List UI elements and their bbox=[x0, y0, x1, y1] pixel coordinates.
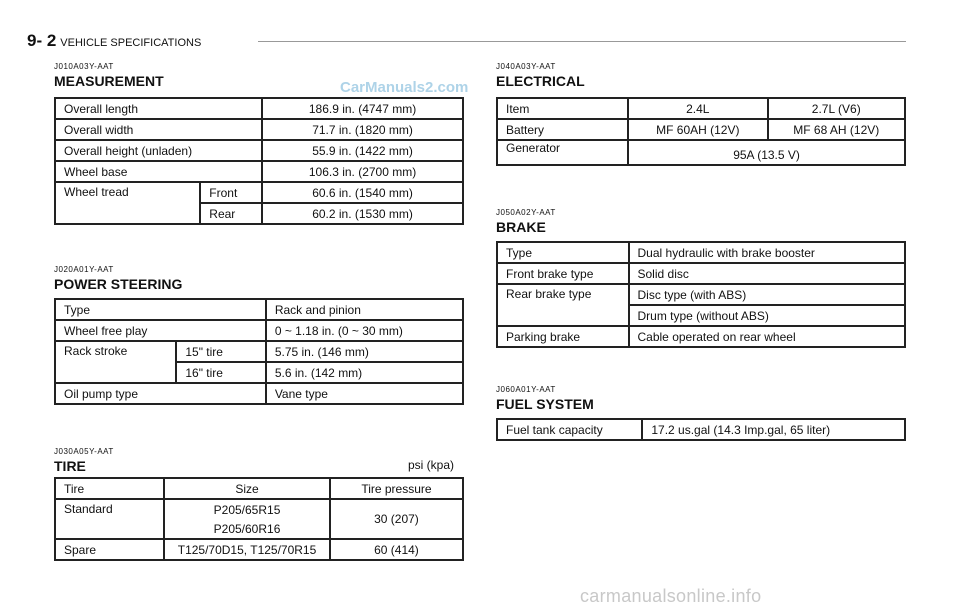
watermark: CarManuals2.com bbox=[340, 79, 469, 96]
table-row bbox=[497, 326, 905, 347]
row-value: 55.9 in. (1422 mm) bbox=[262, 140, 463, 161]
row-value: Disc type (with ABS) bbox=[629, 284, 906, 305]
section-title: VEHICLE SPECIFICATIONS bbox=[60, 37, 202, 49]
row-value: 5.6 in. (142 mm) bbox=[266, 362, 463, 383]
steering-title: POWER STEERING bbox=[54, 276, 183, 292]
table-row bbox=[497, 419, 905, 440]
row-label: Standard bbox=[55, 499, 164, 539]
tire-unit: psi (kpa) bbox=[408, 458, 455, 472]
row-label: Front brake type bbox=[497, 263, 629, 284]
row-value: P205/60R16 bbox=[164, 519, 330, 539]
table-row bbox=[55, 140, 463, 161]
table-row bbox=[55, 119, 463, 140]
row-label: Generator bbox=[497, 140, 628, 165]
row-label: Rear brake type bbox=[497, 284, 629, 326]
tire-table bbox=[54, 477, 464, 561]
table-row bbox=[55, 161, 463, 182]
brake-title: BRAKE bbox=[496, 219, 546, 235]
row-value: 5.75 in. (146 mm) bbox=[266, 341, 463, 362]
row-value: 106.3 in. (2700 mm) bbox=[262, 161, 463, 182]
row-label: Spare bbox=[55, 539, 164, 560]
electrical-table bbox=[496, 97, 906, 166]
fuel-table bbox=[496, 418, 906, 441]
row-label: Wheel tread bbox=[55, 182, 200, 224]
row-value: 60.6 in. (1540 mm) bbox=[262, 182, 463, 203]
row-label: Overall width bbox=[55, 119, 262, 140]
row-value: 60 (414) bbox=[330, 539, 463, 560]
table-row bbox=[497, 284, 905, 305]
row-value: Drum type (without ABS) bbox=[629, 305, 906, 326]
row-sublabel: Rear bbox=[200, 203, 262, 224]
row-value: MF 68 AH (12V) bbox=[768, 119, 906, 140]
steering-code: J020A01Y-AAT bbox=[54, 265, 114, 274]
header-tire: Tire bbox=[55, 478, 164, 499]
table-row bbox=[55, 478, 463, 499]
row-value: 2.4L bbox=[628, 98, 767, 119]
row-label: Fuel tank capacity bbox=[497, 419, 642, 440]
fuel-code: J060A01Y-AAT bbox=[496, 385, 556, 394]
table-row bbox=[55, 98, 463, 119]
row-label: Parking brake bbox=[497, 326, 629, 347]
row-label: Overall length bbox=[55, 98, 262, 119]
row-value: Cable operated on rear wheel bbox=[629, 326, 906, 347]
page-number: 9- 2 bbox=[27, 31, 57, 50]
row-value: 2.7L (V6) bbox=[768, 98, 906, 119]
table-row bbox=[55, 299, 463, 320]
row-sublabel: Front bbox=[200, 182, 262, 203]
row-label: Item bbox=[497, 98, 628, 119]
row-value: 60.2 in. (1530 mm) bbox=[262, 203, 463, 224]
table-row bbox=[55, 383, 463, 404]
row-label: Type bbox=[497, 242, 629, 263]
row-value: 95A (13.5 V) bbox=[628, 140, 905, 165]
table-row bbox=[55, 320, 463, 341]
electrical-title: ELECTRICAL bbox=[496, 73, 585, 89]
fuel-title: FUEL SYSTEM bbox=[496, 396, 594, 412]
row-value: Vane type bbox=[266, 383, 463, 404]
measurement-table bbox=[54, 97, 464, 225]
measurement-code: J010A03Y-AAT bbox=[54, 62, 114, 71]
row-value: Rack and pinion bbox=[266, 299, 463, 320]
steering-table bbox=[54, 298, 464, 405]
page-header bbox=[27, 31, 201, 51]
row-value: MF 60AH (12V) bbox=[628, 119, 767, 140]
row-value: Solid disc bbox=[629, 263, 906, 284]
row-value: Dual hydraulic with brake booster bbox=[629, 242, 906, 263]
table-row bbox=[497, 119, 905, 140]
electrical-code: J040A03Y-AAT bbox=[496, 62, 556, 71]
header-pressure: Tire pressure bbox=[330, 478, 463, 499]
table-row bbox=[497, 242, 905, 263]
brake-code: J050A02Y-AAT bbox=[496, 208, 556, 217]
row-value: T125/70D15, T125/70R15 bbox=[164, 539, 330, 560]
table-row bbox=[55, 341, 463, 362]
row-value: 30 (207) bbox=[330, 499, 463, 539]
table-row bbox=[497, 140, 905, 165]
row-label: Rack stroke bbox=[55, 341, 176, 383]
row-value: 186.9 in. (4747 mm) bbox=[262, 98, 463, 119]
table-row bbox=[55, 539, 463, 560]
header-size: Size bbox=[164, 478, 330, 499]
row-label: Type bbox=[55, 299, 266, 320]
tire-code: J030A05Y-AAT bbox=[54, 447, 114, 456]
row-sublabel: 15" tire bbox=[176, 341, 265, 362]
row-label: Wheel base bbox=[55, 161, 262, 182]
measurement-title: MEASUREMENT bbox=[54, 73, 164, 89]
table-row bbox=[497, 263, 905, 284]
row-value: 17.2 us.gal (14.3 Imp.gal, 65 liter) bbox=[642, 419, 905, 440]
row-value: 0 ~ 1.18 in. (0 ~ 30 mm) bbox=[266, 320, 463, 341]
row-sublabel: 16" tire bbox=[176, 362, 265, 383]
table-row bbox=[55, 182, 463, 203]
tire-title: TIRE bbox=[54, 458, 86, 474]
row-label: Wheel free play bbox=[55, 320, 266, 341]
row-value: P205/65R15 bbox=[164, 499, 330, 519]
table-row bbox=[55, 499, 463, 519]
table-row bbox=[497, 98, 905, 119]
row-value: 71.7 in. (1820 mm) bbox=[262, 119, 463, 140]
row-label: Oil pump type bbox=[55, 383, 266, 404]
footer-watermark: carmanualsonline.info bbox=[580, 586, 762, 606]
brake-table bbox=[496, 241, 906, 348]
row-label: Battery bbox=[497, 119, 628, 140]
header-rule bbox=[258, 41, 906, 42]
row-label: Overall height (unladen) bbox=[55, 140, 262, 161]
